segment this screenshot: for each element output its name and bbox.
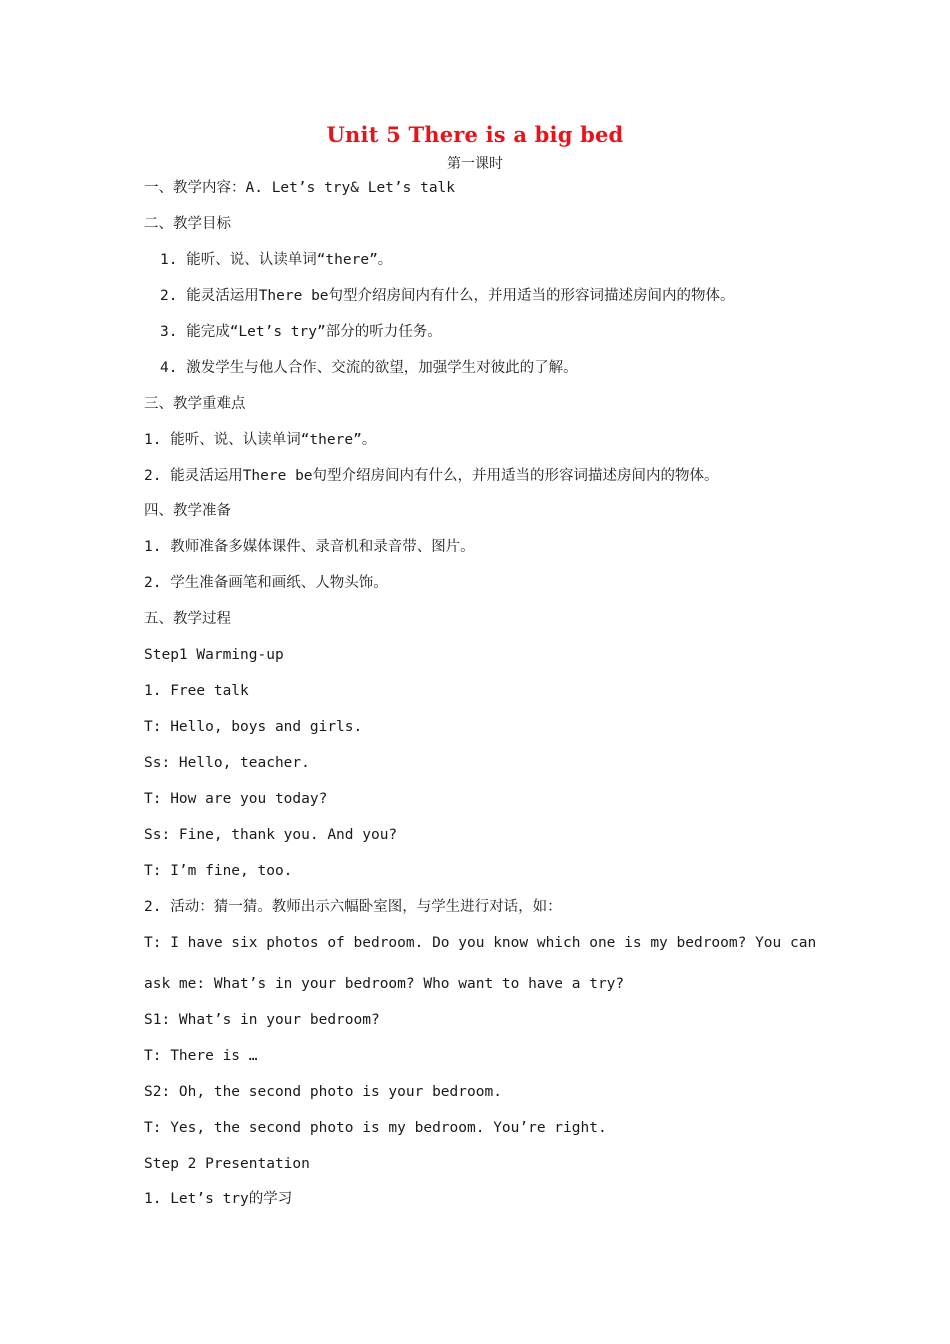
dialogue-line: T: Yes, the second photo is my bedroom. You’re right. — [144, 1120, 607, 1136]
document-title: Unit 5 There is a big bed — [326, 122, 624, 147]
step-heading: Step1 Warming-up — [144, 647, 284, 663]
step-heading: Step 2 Presentation — [144, 1156, 310, 1172]
objective-item: 1. 能听、说、认读单词“there”。 — [160, 252, 393, 268]
dialogue-line: T: There is … — [144, 1048, 258, 1064]
dialogue-line: T: I’m fine, too. — [144, 863, 293, 879]
section-heading-content: 一、教学内容：A. Let’s try& Let’s talk — [144, 180, 456, 196]
section-heading-key-points: 三、教学重难点 — [144, 396, 246, 412]
objective-item: 2. 能灵活运用There be句型介绍房间内有什么，并用适当的形容词描述房间内的物体。 — [160, 288, 735, 304]
dialogue-line: T: I have six photos of bedroom. Do you know which one is my bedroom? You can — [144, 935, 817, 951]
section-heading-objectives: 二、教学目标 — [144, 216, 231, 232]
dialogue-line: Ss: Hello, teacher. — [144, 755, 310, 771]
activity-item: 1. Free talk — [144, 683, 249, 699]
preparation-item: 1. 教师准备多媒体课件、录音机和录音带、图片。 — [144, 539, 475, 555]
key-point-item: 1. 能听、说、认读单词“there”。 — [144, 432, 377, 448]
preparation-item: 2. 学生准备画笔和画纸、人物头饰。 — [144, 575, 388, 591]
dialogue-line: T: How are you today? — [144, 791, 328, 807]
dialogue-line: T: Hello, boys and girls. — [144, 719, 363, 735]
lesson-period: 第一课时 — [447, 156, 503, 172]
activity-item: 2. 活动：猜一猜。教师出示六幅卧室图，与学生进行对话，如： — [144, 899, 562, 915]
dialogue-line: S1: What’s in your bedroom? — [144, 1012, 380, 1028]
dialogue-line-continued: ask me: What’s in your bedroom? Who want to have a try? — [144, 976, 625, 992]
objective-item: 3. 能完成“Let’s try”部分的听力任务。 — [160, 324, 442, 340]
dialogue-line: Ss: Fine, thank you. And you? — [144, 827, 398, 843]
section-heading-process: 五、教学过程 — [144, 611, 231, 627]
section-heading-preparation: 四、教学准备 — [144, 503, 231, 519]
dialogue-line: S2: Oh, the second photo is your bedroom. — [144, 1084, 502, 1100]
objective-item: 4. 激发学生与他人合作、交流的欲望，加强学生对彼此的了解。 — [160, 360, 578, 376]
activity-item: 1. Let’s try的学习 — [144, 1191, 293, 1207]
key-point-item: 2. 能灵活运用There be句型介绍房间内有什么，并用适当的形容词描述房间内的物体。 — [144, 468, 719, 484]
